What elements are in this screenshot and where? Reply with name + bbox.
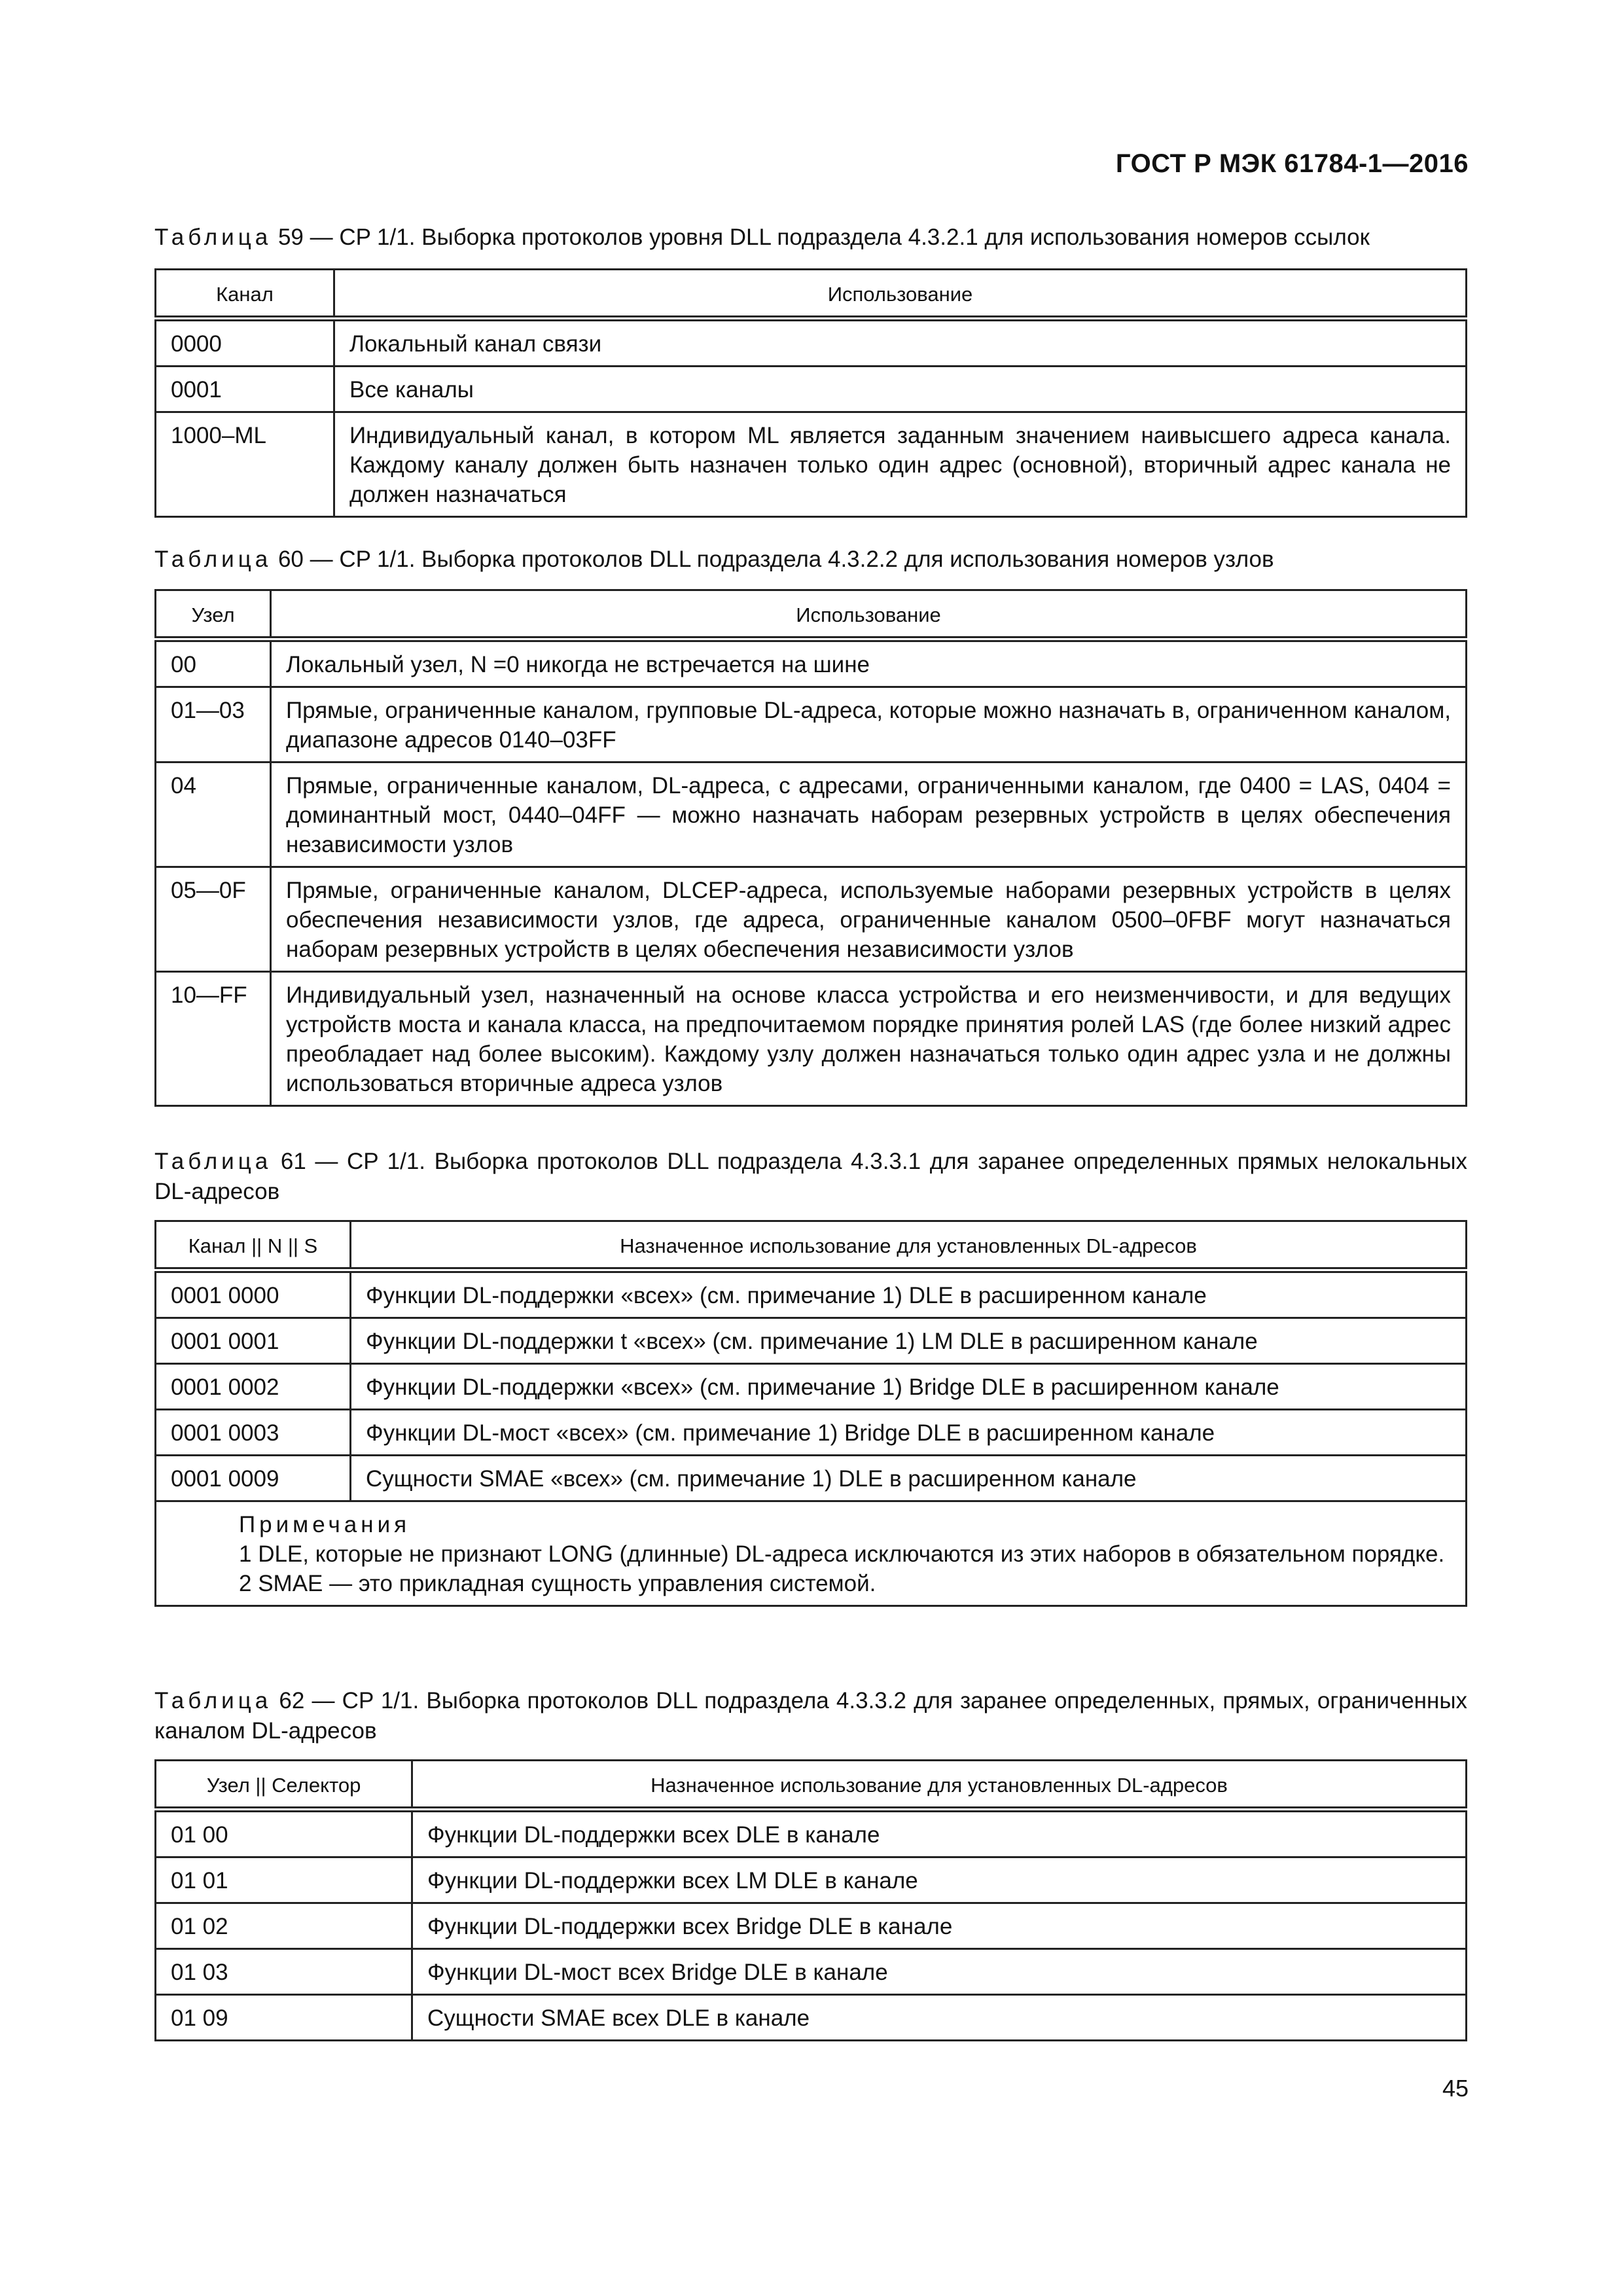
notes-row (156, 1501, 1467, 1606)
notes-cell (156, 1501, 1467, 1606)
table-row (156, 1995, 1467, 2041)
table-row (156, 1456, 1467, 1501)
column-header-assigned-usage: Назначенное использование для установленных DL-адресов (351, 1221, 1467, 1270)
table-row (156, 1318, 1467, 1364)
caption-text: 61 — CP 1/1. Выборка протоколов DLL подраздела 4.3.3.1 для заранее определенных прямых нелокальных DL-адресов (154, 1149, 1467, 1204)
cell-usage: Сущности SMAE всех DLE в канале (412, 1995, 1467, 2041)
cell-usage: Функции DL-поддержки t «всех» (см. примечание 1) LM DLE в расширенном канале (351, 1318, 1467, 1364)
cell-usage: Прямые, ограниченные каналом, DLCEP-адреса, используемые наборами резервных устройств в целях обеспечения независимости узлов, где адреса, ограниченные каналом 0500–0FBF могут назначаться наборам резервных устройств в целях обеспечения независимости узлов (271, 867, 1467, 972)
table-row (156, 1949, 1467, 1995)
cell-usage: Функции DL-мост всех Bridge DLE в канале (412, 1949, 1467, 1995)
table-label: Таблица (154, 1149, 272, 1174)
table-label: Таблица (154, 1688, 272, 1713)
cell-usage: Функции DL-поддержки всех LM DLE в канале (412, 1857, 1467, 1903)
table-row (156, 1364, 1467, 1410)
cell-node: 04 (156, 762, 271, 867)
cell-usage: Все каналы (334, 367, 1467, 412)
cell-usage: Индивидуальный узел, назначенный на основе класса устройства и его неизменчивости, и для ведущих устройств моста и канала класса, на предпочитаемом порядке принятия ролей LAS (где более низкий адрес преобладает над более высоким). Каждому узлу должен назначаться только один адрес узла и не должны использоваться вторичные адреса узлов (271, 972, 1467, 1106)
table-59-caption (154, 223, 1467, 253)
cell-channel: 0001 (156, 367, 334, 412)
cell-channel: 0000 (156, 319, 334, 367)
table-row (156, 1410, 1467, 1456)
table-row (156, 687, 1467, 762)
table-row (156, 1810, 1467, 1857)
table-label: Таблица (154, 224, 272, 250)
column-header-assigned-usage: Назначенное использование для установленных DL-адресов (412, 1761, 1467, 1810)
column-header-channel: Канал (156, 270, 334, 319)
cell-usage: Функции DL-поддержки «всех» (см. примечание 1) DLE в расширенном канале (351, 1270, 1467, 1318)
table-row (156, 319, 1467, 367)
cell-address: 01 03 (156, 1949, 412, 1995)
column-header-channel-node-selector: Канал || N || S (156, 1221, 351, 1270)
table-row (156, 972, 1467, 1106)
cell-usage: Функции DL-поддержки всех Bridge DLE в канале (412, 1903, 1467, 1949)
notes-title: Примечания (239, 1512, 411, 1537)
column-header-usage: Использование (334, 270, 1467, 319)
table-62-caption (154, 1686, 1467, 1746)
document-standard-header: ГОСТ Р МЭК 61784-1—2016 (1115, 149, 1469, 178)
table-62 (154, 1759, 1467, 2041)
cell-address: 0001 0001 (156, 1318, 351, 1364)
table-row (156, 412, 1467, 517)
table-60-caption (154, 545, 1467, 575)
table-row (156, 1903, 1467, 1949)
cell-usage: Функции DL-поддержки всех DLE в канале (412, 1810, 1467, 1857)
cell-address: 0001 0002 (156, 1364, 351, 1410)
page-number: 45 (1442, 2075, 1469, 2102)
cell-usage: Сущности SMAE «всех» (см. примечание 1) DLE в расширенном канале (351, 1456, 1467, 1501)
table-59 (154, 268, 1467, 518)
column-header-node-selector: Узел || Селектор (156, 1761, 412, 1810)
note-1: 1 DLE, которые не признают LONG (длинные) DL-адреса исключаются из этих наборов в обязательном порядке. (239, 1541, 1445, 1567)
cell-channel: 1000–ML (156, 412, 334, 517)
table-row (156, 639, 1467, 687)
table-61 (154, 1220, 1467, 1607)
table-row (156, 1270, 1467, 1318)
cell-usage: Прямые, ограниченные каналом, DL-адреса, с адресами, ограниченными каналом, где 0400 = LAS, 0404 = доминантный мост, 0440–04FF — можно назначать наборам резервных устройств в целях обеспечения независимости узлов (271, 762, 1467, 867)
cell-usage: Функции DL-поддержки «всех» (см. примечание 1) Bridge DLE в расширенном канале (351, 1364, 1467, 1410)
cell-usage: Локальный узел, N =0 никогда не встречается на шине (271, 639, 1467, 687)
cell-usage: Индивидуальный канал, в котором ML является заданным значением наивысшего адреса канала. Каждому каналу должен быть назначен только один адрес (основной), вторичный адрес канала не должен назначаться (334, 412, 1467, 517)
caption-text: 59 — CP 1/1. Выборка протоколов уровня DLL подраздела 4.3.2.1 для использования номеров ссылок (277, 224, 1370, 250)
column-header-usage: Использование (271, 590, 1467, 639)
table-row (156, 1857, 1467, 1903)
cell-node: 00 (156, 639, 271, 687)
cell-node: 10—FF (156, 972, 271, 1106)
cell-usage: Функции DL-мост «всех» (см. примечание 1) Bridge DLE в расширенном канале (351, 1410, 1467, 1456)
table-60 (154, 589, 1467, 1107)
note-2: 2 SMAE — это прикладная сущность управления системой. (239, 1571, 876, 1596)
cell-address: 0001 0000 (156, 1270, 351, 1318)
column-header-node: Узел (156, 590, 271, 639)
table-61-caption (154, 1147, 1467, 1207)
cell-address: 0001 0009 (156, 1456, 351, 1501)
table-row (156, 867, 1467, 972)
cell-address: 0001 0003 (156, 1410, 351, 1456)
cell-address: 01 09 (156, 1995, 412, 2041)
cell-usage: Прямые, ограниченные каналом, групповые DL-адреса, которые можно назначать в, ограниченном каналом, диапазоне адресов 0140–03FF (271, 687, 1467, 762)
table-row (156, 762, 1467, 867)
table-label: Таблица (154, 547, 272, 572)
cell-usage: Локальный канал связи (334, 319, 1467, 367)
cell-node: 05—0F (156, 867, 271, 972)
cell-node: 01—03 (156, 687, 271, 762)
cell-address: 01 00 (156, 1810, 412, 1857)
table-row (156, 367, 1467, 412)
cell-address: 01 01 (156, 1857, 412, 1903)
cell-address: 01 02 (156, 1903, 412, 1949)
caption-text: 60 — CP 1/1. Выборка протоколов DLL подраздела 4.3.2.2 для использования номеров узлов (277, 547, 1274, 572)
caption-text: 62 — CP 1/1. Выборка протоколов DLL подраздела 4.3.3.2 для заранее определенных, прямых, ограниченных каналом DL-адресов (154, 1688, 1467, 1744)
